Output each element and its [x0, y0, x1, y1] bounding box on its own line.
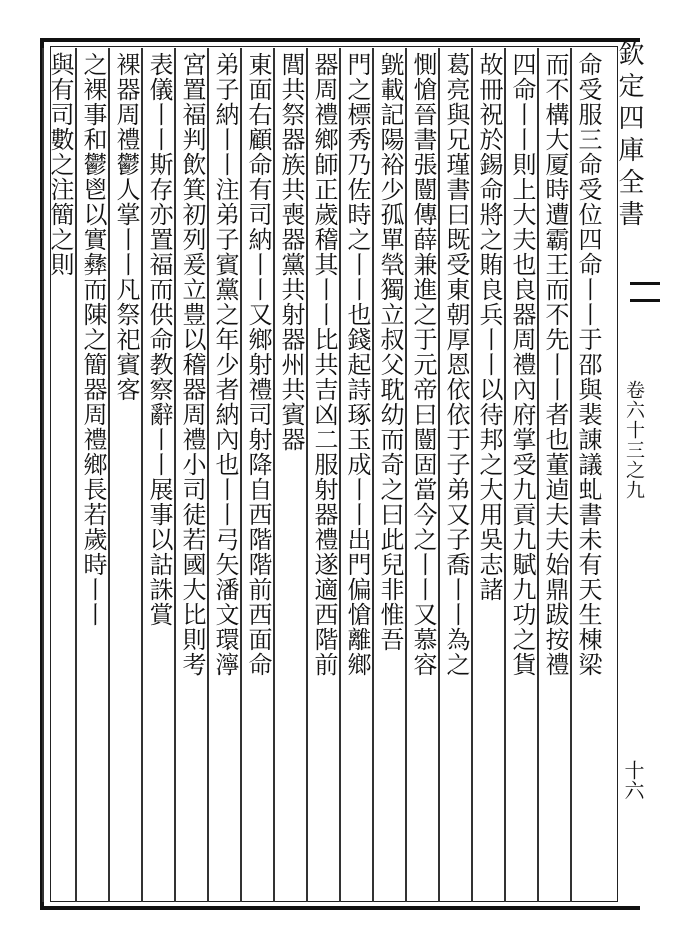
text-column: 裸器周禮鬱人掌丨丨凡祭祀賓客 [112, 52, 140, 402]
text-column: 命受服三命受位四命丨丨于邵與裴諌議虬書未有天生棟梁 [574, 52, 602, 677]
text-column: 皝載記陽裕少孤單煢獨立叔父耽幼而奇之曰此兒非惟吾 [376, 52, 404, 652]
fishtail-mark [630, 282, 660, 302]
text-column: 閭共祭器族共喪器黨共射器州共賓器 [277, 52, 305, 452]
page-marker: 十六 [621, 760, 645, 800]
column-rule [42, 48, 44, 902]
text-column: 與有司數之注簡之則 [46, 52, 74, 277]
text-column: 惻愴晉書張闓傳薛兼進之于元帝曰闓固當今之丨丨又慕容 [409, 52, 437, 677]
text-column: 而不構大厦時遭霸王而不先丨丨者也董逌夫夫始鼎跋按禮 [541, 52, 569, 677]
text-column: 四命丨丨則上大夫也良器周禮內府掌受九貢九賦九功之貨 [508, 52, 536, 677]
book-title: 欽定四庫全書 [614, 40, 644, 232]
text-column: 弟子納丨丨注弟子賓黨之年少者納內也丨丨弓矢潘文環濘 [211, 52, 239, 677]
text-column: 表儀丨丨斯存亦置福而供命教察辭丨丨展事以詁誅賞 [145, 52, 173, 627]
text-column: 故冊祝於錫命將之賄良兵丨丨以待邦之大用吳志諸 [475, 52, 503, 602]
volume-label: 卷六十三之九 [623, 380, 645, 500]
text-column: 器周禮鄉師正歲稽其丨丨比共吉凶二服射器禮遂適西階前 [310, 52, 338, 677]
book-margin [614, 40, 648, 920]
text-column: 葛亮與兄瑾書曰既受東朝厚恩依依于子弟又子喬丨丨為之 [442, 52, 470, 677]
text-column: 門之標秀乃佐時之丨丨也錢起詩琢玉成丨丨出門偏愴離鄉 [343, 52, 371, 677]
text-column: 之裸事和鬱鬯以實彝而陳之簡器周禮鄉長若歲時丨丨 [79, 52, 107, 627]
text-column: 宮置福判飲箕初列爰立豊以稽器周禮小司徒若國大比則考 [178, 52, 206, 677]
text-column: 東面右顧命有司納丨丨又鄉射禮司射降自西階階前西面命 [244, 52, 272, 677]
